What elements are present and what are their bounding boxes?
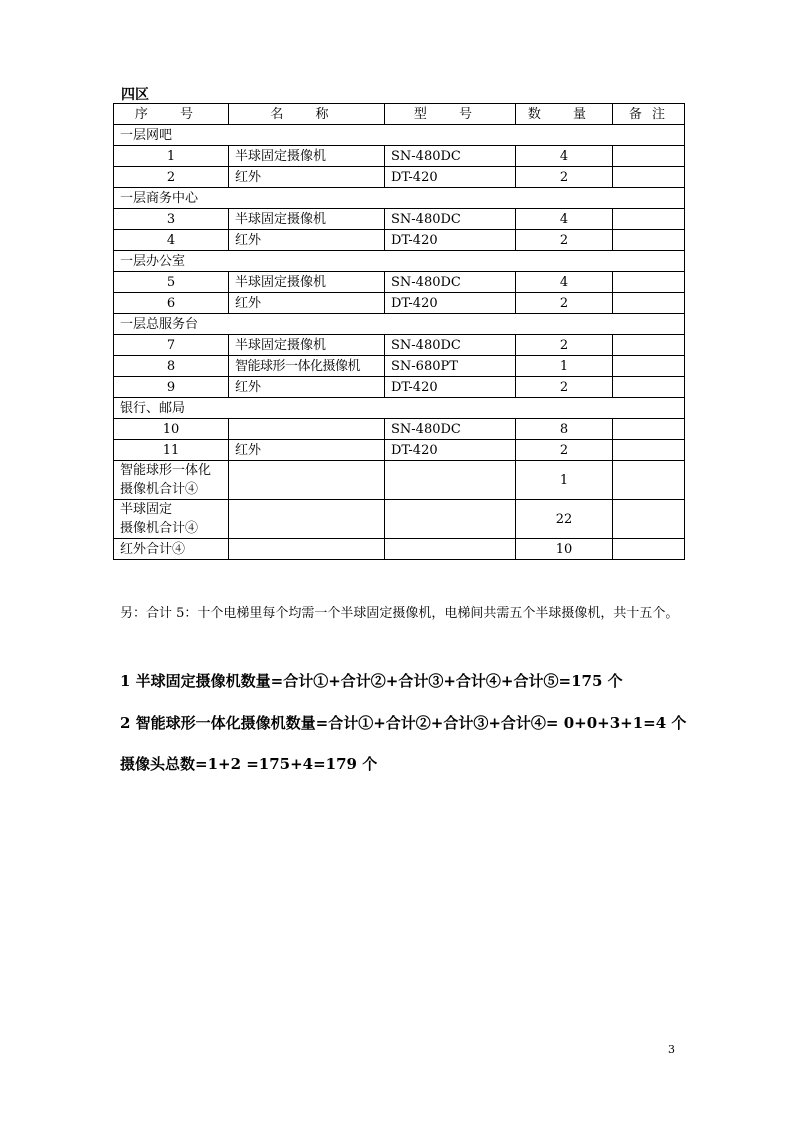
- group-row: [114, 125, 685, 146]
- total-label-line1: 红外合计④: [120, 541, 186, 557]
- cell-model: SN-480DC: [385, 209, 516, 230]
- total-label: [114, 539, 229, 560]
- group-row: [114, 314, 685, 335]
- group-row: [114, 398, 685, 419]
- total-label-line2: 摄像机合计④: [120, 482, 199, 497]
- group-label: 一层总服务台: [114, 314, 685, 335]
- cell-name: [229, 461, 385, 500]
- cell-qty: 1: [516, 356, 613, 377]
- cell-name: [229, 500, 385, 539]
- cell-model: SN-480DC: [385, 419, 516, 440]
- table-row: [114, 335, 685, 356]
- cell-name: [229, 539, 385, 560]
- cell-name: 半球固定摄像机: [229, 335, 385, 356]
- group-row: [114, 188, 685, 209]
- cell-qty: 2: [516, 335, 613, 356]
- group-label: 银行、邮局: [114, 398, 685, 419]
- cell-name: 红外: [229, 377, 385, 398]
- cell-name: 红外: [229, 440, 385, 461]
- cell-qty: 4: [516, 146, 613, 167]
- cell-remark: [613, 539, 685, 560]
- group-label: 一层网吧: [114, 125, 685, 146]
- cell-qty: 8: [516, 419, 613, 440]
- table-row: [114, 230, 685, 251]
- table-row: [114, 167, 685, 188]
- cell-qty: 2: [516, 293, 613, 314]
- header-model: 型 号: [385, 104, 516, 125]
- cell-name: 半球固定摄像机: [229, 209, 385, 230]
- cell-model: DT-420: [385, 440, 516, 461]
- equipment-table: [113, 103, 685, 560]
- cell-remark: [613, 146, 685, 167]
- table-row: [114, 440, 685, 461]
- page-number: 3: [668, 1043, 675, 1056]
- cell-remark: [613, 356, 685, 377]
- cell-no: 7: [114, 335, 229, 356]
- cell-remark: [613, 272, 685, 293]
- table-header-row: [114, 104, 685, 125]
- cell-no: 6: [114, 293, 229, 314]
- cell-model: SN-480DC: [385, 146, 516, 167]
- group-label: 一层办公室: [114, 251, 685, 272]
- note-paragraph: 另：合计 5：十个电梯里每个均需一个半球固定摄像机，电梯间共需五个半球摄像机，共十五个。: [120, 606, 679, 621]
- cell-model: DT-420: [385, 377, 516, 398]
- total-label: [114, 500, 229, 539]
- cell-remark: [613, 167, 685, 188]
- cell-name: 红外: [229, 293, 385, 314]
- table-row: [114, 356, 685, 377]
- cell-name: 智能球形一体化摄像机: [229, 356, 385, 377]
- cell-qty: 4: [516, 272, 613, 293]
- table-row: [114, 293, 685, 314]
- cell-remark: [613, 419, 685, 440]
- total-qty: 1: [516, 461, 613, 500]
- cell-no: 4: [114, 230, 229, 251]
- cell-model: DT-420: [385, 167, 516, 188]
- cell-model: [385, 500, 516, 539]
- total-row: [114, 539, 685, 560]
- cell-qty: 2: [516, 440, 613, 461]
- total-label-line1: 智能球形一体化: [120, 463, 212, 478]
- table-row: [114, 146, 685, 167]
- cell-model: SN-480DC: [385, 272, 516, 293]
- cell-name: [229, 419, 385, 440]
- cell-name: 半球固定摄像机: [229, 272, 385, 293]
- cell-model: [385, 461, 516, 500]
- cell-no: 10: [114, 419, 229, 440]
- cell-name: 红外: [229, 230, 385, 251]
- total-qty: 22: [516, 500, 613, 539]
- header-quantity: 数 量: [516, 104, 613, 125]
- cell-model: DT-420: [385, 293, 516, 314]
- total-label-line1: 半球固定: [120, 502, 173, 517]
- cell-qty: 2: [516, 230, 613, 251]
- cell-remark: [613, 230, 685, 251]
- cell-name: 红外: [229, 167, 385, 188]
- group-label: 一层商务中心: [114, 188, 685, 209]
- cell-model: [385, 539, 516, 560]
- header-remark: 备 注: [613, 104, 685, 125]
- total-qty: 10: [516, 539, 613, 560]
- total-row: [114, 461, 685, 500]
- cell-remark: [613, 461, 685, 500]
- cell-remark: [613, 293, 685, 314]
- section-title: 四区: [121, 87, 149, 103]
- header-serial-number: 序 号: [114, 104, 229, 125]
- cell-model: DT-420: [385, 230, 516, 251]
- cell-no: 1: [114, 146, 229, 167]
- table-row: [114, 209, 685, 230]
- table-row: [114, 272, 685, 293]
- header-name: 名 称: [229, 104, 385, 125]
- total-label: [114, 461, 229, 500]
- table-row: [114, 419, 685, 440]
- cell-no: 2: [114, 167, 229, 188]
- cell-qty: 2: [516, 377, 613, 398]
- cell-remark: [613, 440, 685, 461]
- cell-model: SN-680PT: [385, 356, 516, 377]
- cell-remark: [613, 377, 685, 398]
- formula-dome-camera: 1 半球固定摄像机数量=合计①+合计②+合计③+合计④+合计⑤=175 个: [120, 672, 623, 690]
- cell-no: 3: [114, 209, 229, 230]
- cell-name: 半球固定摄像机: [229, 146, 385, 167]
- cell-qty: 4: [516, 209, 613, 230]
- table-row: [114, 377, 685, 398]
- cell-no: 5: [114, 272, 229, 293]
- cell-no: 11: [114, 440, 229, 461]
- cell-model: SN-480DC: [385, 335, 516, 356]
- formula-ptz-camera: 2 智能球形一体化摄像机数量=合计①+合计②+合计③+合计④= 0+0+3+1=4 个: [120, 714, 687, 732]
- total-label-line2: 摄像机合计④: [120, 521, 199, 536]
- cell-remark: [613, 209, 685, 230]
- cell-no: 8: [114, 356, 229, 377]
- total-row: [114, 500, 685, 539]
- cell-remark: [613, 500, 685, 539]
- group-row: [114, 251, 685, 272]
- formula-total-cameras: 摄像头总数=1+2 =175+4=179 个: [120, 755, 378, 773]
- cell-qty: 2: [516, 167, 613, 188]
- cell-remark: [613, 335, 685, 356]
- cell-no: 9: [114, 377, 229, 398]
